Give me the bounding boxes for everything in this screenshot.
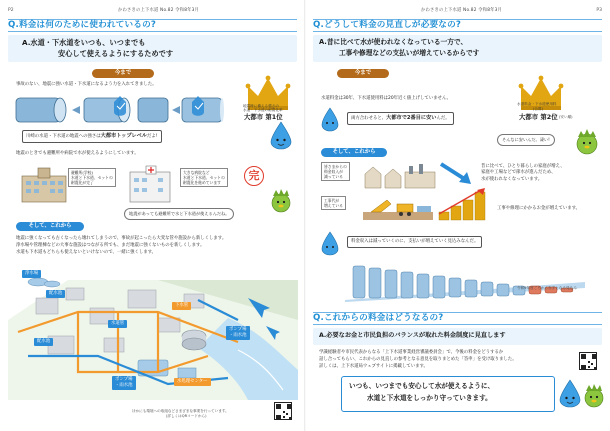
tag-distribution-1: 配水池 bbox=[46, 290, 65, 298]
issue-header: かわさきの上下水道 No.82 令和8年3月 bbox=[421, 8, 503, 13]
now-text: 水道料金は30年、下水道使用料は20年近く値上げしていません。 bbox=[321, 96, 451, 101]
water-drop-mascot-icon bbox=[557, 378, 583, 410]
badge-caption: 地震時に備える強さの bbox=[243, 104, 279, 108]
green-mascot-icon bbox=[581, 380, 607, 410]
answer-line-1: A.水道・下水道をいつも、いつまでも bbox=[22, 38, 146, 47]
future-text-1: 地震に強くなっても古くなったら壊れてしまうので、事故が起こったら大変な管や施設から新しくします。 bbox=[16, 236, 227, 241]
label-hospital: 大きな病院など 水道と下水道、セットの 耐震化を進めています bbox=[180, 168, 228, 187]
tag-mains: 水道管 bbox=[108, 320, 127, 328]
label-cost: 工事代が 増えている bbox=[321, 196, 346, 210]
tag-distribution-2: 配水池 bbox=[34, 338, 53, 346]
tag-wastewater: 水処理センター bbox=[174, 378, 211, 386]
a2-text-3: 詳しくは、上下水道局ウェブサイトに掲載しています。 bbox=[319, 364, 428, 369]
water-drop-mascot-icon bbox=[319, 106, 341, 132]
section-pill-now: 今まで bbox=[92, 69, 154, 78]
cheap-callout bbox=[347, 112, 454, 125]
now-text: 事故のない、地震に強い水道・下水道になるよう力を入れてきました。 bbox=[16, 82, 157, 87]
water-drop-mascot-icon bbox=[268, 120, 294, 150]
issue-header: かわさきの上下水道 No.82 令和8年3月 bbox=[118, 8, 200, 13]
green-mascot-icon bbox=[573, 126, 601, 156]
qr-code-icon[interactable] bbox=[579, 352, 597, 370]
question-header bbox=[313, 19, 602, 32]
final-line-1: いつも、いつまでも安心して水が使えるように、 bbox=[349, 382, 495, 390]
badge-caption-2: (合算) bbox=[533, 107, 543, 111]
a2-text-2: 話し合ってもらい、これからの見直しの参考となる意見を取りまとめた「答申」を受け取りました。 bbox=[319, 357, 517, 362]
top-level-callout bbox=[22, 130, 162, 143]
page-number: P2 bbox=[8, 8, 14, 13]
rank-note: (安い順) bbox=[559, 115, 573, 119]
answer-line-1: A.昔に比べて水が使われなくなっている一方で、 bbox=[319, 38, 468, 46]
qr-code-icon[interactable] bbox=[274, 402, 292, 420]
label-shelter: 避難所(学校) 水道と下水道、セットの 耐震化が完了 bbox=[68, 168, 116, 187]
answer-line-2: 工事や修理などの支払いが増えているからです bbox=[339, 49, 480, 57]
callout-bold: 大都市で2番目に安い bbox=[386, 115, 437, 121]
shelter-bubble: 地震があっても避難所で水と下水道が使えるんだね。 bbox=[124, 208, 234, 220]
infrastructure-map bbox=[8, 260, 298, 400]
income-decline-arrow-icon bbox=[437, 160, 477, 190]
question-text: Q.料金は何のために使われているの? bbox=[8, 19, 157, 30]
label-income: 皆さまからの 料金収入が 減っている bbox=[321, 162, 350, 181]
tag-pump-top: ポンプ場 ・雨水池 bbox=[226, 326, 250, 340]
callout-post: んだ。 bbox=[436, 116, 450, 121]
badge-caption-2: 水道・下水道の耐震化率 bbox=[243, 108, 283, 112]
section-pill-future: そして、これから bbox=[16, 222, 84, 231]
text-income: 昔に比べて、ひとり暮らしの家庭が増え、 家庭や工場などで節水が進んだため、 水が使われなくなっています。 bbox=[481, 164, 565, 182]
text-cost: 工事や修理にかかるお金が増えています。 bbox=[497, 206, 581, 211]
question-header-2 bbox=[313, 312, 602, 325]
section-pill-now: 今まで bbox=[337, 69, 389, 78]
a2-text-1: 学識経験者や市民代表からなる「上下水道事業経営審議委員会」で、今後の料金をどうするか bbox=[319, 350, 504, 355]
tag-pipes: 下水管 bbox=[172, 302, 191, 310]
deficit-callout: 料金収入は減っていくのに、支払いが増えていく見込みなんだ。 bbox=[347, 236, 482, 248]
question-text: Q.どうして料金の見直しが必要なの? bbox=[313, 19, 462, 30]
qr-note-2: (詳しくはQRコードから) bbox=[166, 414, 207, 418]
completed-stamp: 完 bbox=[244, 166, 264, 186]
tag-pump-bottom: ポンプ場 ・雨水池 bbox=[112, 376, 136, 390]
green-mascot-icon bbox=[268, 186, 294, 214]
section-pill-future: そして、これから bbox=[321, 148, 387, 157]
pipes-illustration bbox=[14, 92, 224, 128]
coin-trend-illustration bbox=[345, 252, 585, 302]
tag-purification: 浄水場 bbox=[22, 270, 41, 278]
question-header bbox=[8, 19, 297, 32]
final-line-2: 水道と下水道をしっかり守っていきます。 bbox=[367, 394, 492, 402]
answer-line-2: 安心して使えるようにするためです bbox=[58, 49, 174, 58]
rank-first: 大都市 第1位 bbox=[244, 113, 283, 121]
future-text-2: 浄水場や管理棟などの大事な施設はつながる所でも、まだ地震に強くないものを新しくします。 bbox=[16, 243, 205, 248]
callout-pre: 川崎の水道・下水道の地震への強さは bbox=[26, 134, 101, 139]
badge-caption: 水道料金・下水道使用料 bbox=[517, 102, 557, 106]
construction-illustration bbox=[361, 192, 435, 222]
future-text-3: 水道も下水道もどちらも使えないといけないので、一緒に強くします。 bbox=[16, 250, 157, 255]
callout-bold: 大都市トップレベル bbox=[100, 133, 147, 139]
homes-illustration bbox=[363, 162, 439, 190]
water-drop-mascot-icon bbox=[319, 230, 341, 256]
cheap-bubble: そんなに安いんだ。凄い! bbox=[497, 134, 555, 146]
shelter-text: 地震のときでも避難所や病院で水が使えるようにしています。 bbox=[16, 151, 139, 156]
deficit-note: 令和9年度ごろから赤字となる見込み bbox=[517, 286, 577, 290]
qr-note: ほかにも環境への取組などさまざまな事業を行っています。 bbox=[132, 409, 229, 413]
question-text-2: Q.これからの料金はどうなるの? bbox=[313, 312, 444, 323]
answer-2: A.必要なお金と市民負担のバランスが取れた料金制度に見直します bbox=[319, 332, 506, 339]
callout-post: だよ! bbox=[146, 134, 158, 139]
coin-stacks-icon bbox=[437, 188, 495, 222]
page-number: P3 bbox=[596, 8, 602, 13]
rank-second: 大都市 第2位 bbox=[519, 113, 558, 121]
callout-pre: 両方合わせると、 bbox=[351, 116, 387, 121]
right-page bbox=[305, 0, 610, 431]
